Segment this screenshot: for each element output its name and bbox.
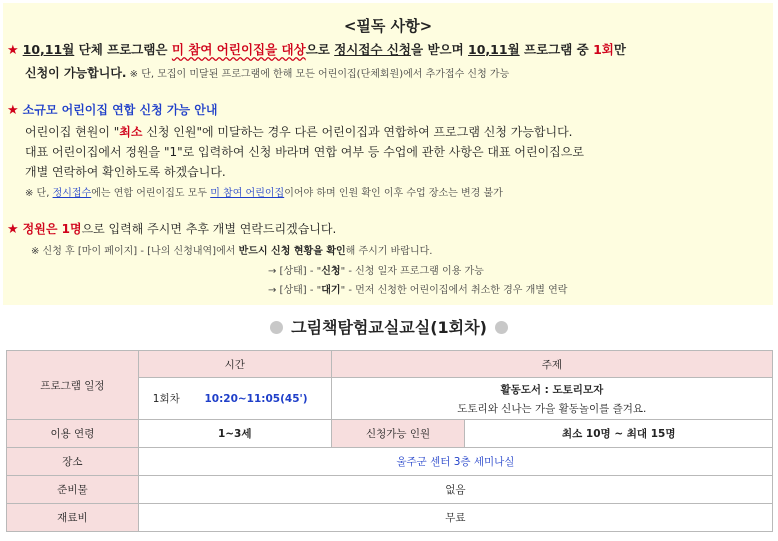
text-segment: 으로 (305, 42, 335, 57)
bullet-dot-icon (495, 321, 508, 334)
topic-header-cell: 주제 (331, 351, 772, 378)
text-segment: → [상태] - " (268, 285, 322, 296)
program-title (0, 315, 778, 338)
text-segment: 만 (613, 42, 626, 57)
age-label-cell: 이용 연령 (7, 420, 139, 448)
capacity-label-cell: 신청가능 인원 (331, 420, 465, 448)
bullet-dot-icon (270, 321, 283, 334)
table-row (7, 420, 773, 448)
table-row (7, 476, 773, 504)
text-segment: 대기 (321, 285, 341, 296)
capacity-value-cell: 최소 10명 ~ 최대 15명 (465, 420, 773, 448)
notice-item2-line2: 대표 어린이집에서 정원을 "1"로 입력하여 신청 바라며 연합 여부 등 수업에 관한 사항은 대표 어린이집으로 (25, 145, 584, 159)
notice-item3-line1 (7, 220, 336, 237)
text-segment: 이어야 하며 인원 확인 이후 수업 장소는 변경 불가 (284, 188, 503, 199)
notice-item3-line2 (31, 242, 432, 257)
text-segment: 신청 (321, 266, 341, 277)
text-segment: 미 참여 어린이집을 대상 (171, 42, 306, 57)
topic-cell (331, 378, 772, 420)
schedule-label-cell: 프로그램 일정 (7, 351, 139, 420)
table-row (7, 351, 773, 378)
notice-item2-line4 (25, 184, 503, 199)
notice-item2-line1 (25, 123, 573, 140)
notice-item3-line3 (268, 262, 484, 277)
fee-value-cell: 무료 (138, 504, 772, 532)
prep-value-cell: 없음 (138, 476, 772, 504)
text-segment: " - 신청 일자 프로그램 이용 가능 (340, 266, 484, 277)
table-row (7, 504, 773, 532)
text-segment: 정시접수 신청 (334, 42, 412, 57)
text-segment: 어린이집 현원이 " (25, 125, 120, 139)
notice-item2-line3: 개별 연락하여 확인하도록 하겠습니다. (25, 165, 226, 179)
star-icon: ★ (7, 43, 19, 58)
text-segment: 소규모 어린이집 연합 신청 가능 안내 (22, 103, 218, 117)
text-segment: 해 주시기 바랍니다. (345, 246, 433, 257)
text-segment: 정원은 1명 (22, 222, 82, 236)
text-segment: 미 참여 어린이집 (210, 188, 285, 199)
star-icon: ★ (7, 103, 19, 118)
prep-label-cell: 준비물 (7, 476, 139, 504)
text-segment: 단체 프로그램은 (74, 42, 172, 57)
text-segment: 반드시 신청 현황을 확인 (238, 246, 346, 257)
text-segment: ※ 단, (25, 188, 53, 199)
schedule-table (6, 350, 773, 532)
activity-book: 활동도서 : 도토리모자 (500, 383, 604, 396)
text-segment: 정시접수 (52, 188, 92, 199)
text-segment: 10,11월 (468, 42, 520, 57)
notice-title: <필독 사항> (343, 17, 433, 35)
text-segment: ※ 단, 모집이 미달된 프로그램에 한해 모든 어린이집(단체회원)에서 추가접수 신청 가능 (126, 69, 510, 80)
notice-item3-line4 (268, 281, 567, 296)
notice-item1-line2 (25, 64, 509, 81)
text-segment: 신청이 가능합니다. (25, 66, 127, 80)
text-segment: 1회 (593, 42, 614, 57)
session-label: 1회차 (152, 393, 180, 405)
place-label-cell: 장소 (7, 448, 139, 476)
place-value-cell: 울주군 센터 3층 세미나실 (138, 448, 772, 476)
topic-description: 도토리와 신나는 가을 활동놀이를 즐겨요. (457, 402, 647, 415)
text-segment: ※ 신청 후 [마이 페이지] - [나의 신청내역]에서 (31, 246, 239, 257)
notice-box (3, 3, 773, 305)
text-segment: 10,11월 (22, 42, 75, 57)
text-segment: 으로 입력해 주시면 추후 개별 연락드리겠습니다. (81, 222, 337, 236)
text-segment: 최소 (119, 125, 143, 139)
age-value-cell: 1~3세 (138, 420, 331, 448)
text-segment: 프로그램 중 (519, 42, 594, 57)
program-title-text: 그림책탐험교실교실(1회차) (291, 318, 487, 337)
notice-item2-title (7, 101, 217, 118)
text-segment: 을 받으며 (411, 42, 469, 57)
star-icon: ★ (7, 222, 19, 237)
text-segment: → [상태] - " (268, 266, 322, 277)
text-segment: " - 먼저 신청한 어린이집에서 취소한 경우 개별 연락 (340, 285, 568, 296)
text-segment: 에는 연합 어린이집도 모두 (91, 188, 211, 199)
time-header-cell: 시간 (138, 351, 331, 378)
fee-label-cell: 재료비 (7, 504, 139, 532)
notice-item1-line1 (7, 40, 626, 58)
table-row (7, 448, 773, 476)
time-cell (138, 378, 331, 420)
text-segment: 신청 인원"에 미달하는 경우 다른 어린이집과 연합하여 프로그램 신청 가능합니다. (142, 125, 573, 139)
session-time: 10:20~11:05(45') (204, 393, 308, 405)
